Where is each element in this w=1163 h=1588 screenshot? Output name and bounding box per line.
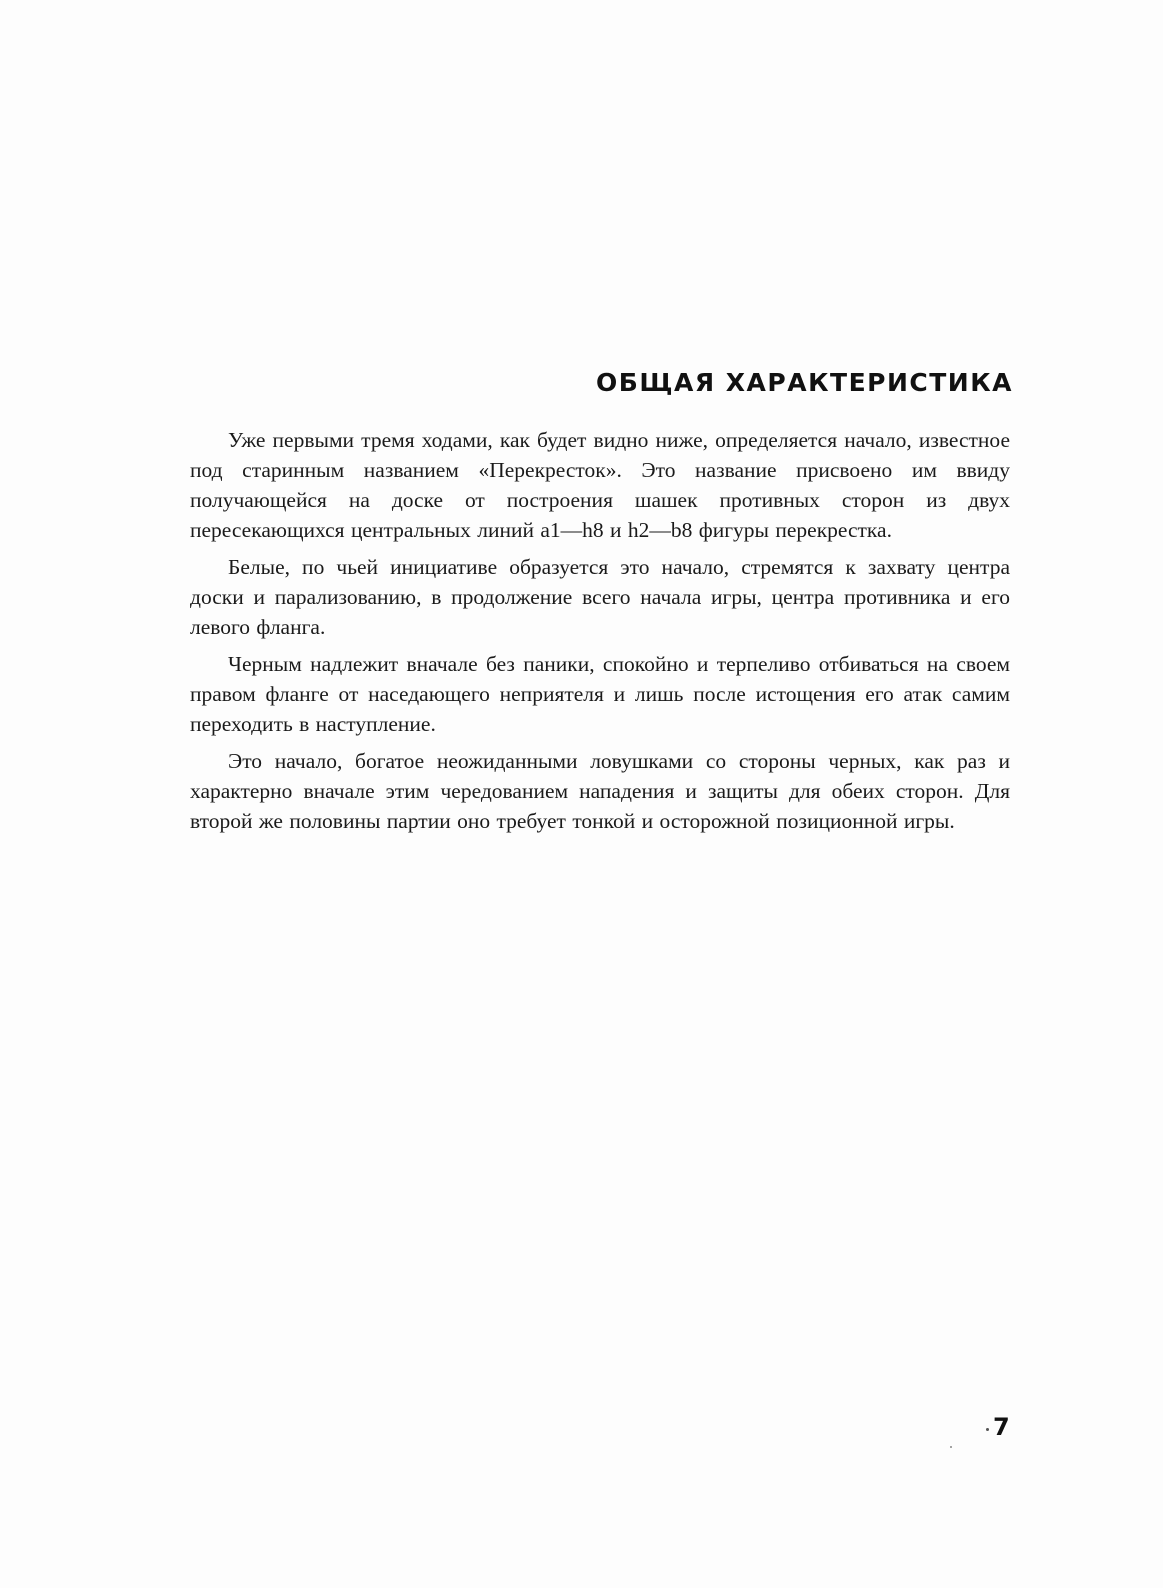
print-speck: [986, 1428, 989, 1431]
section-heading: ОБЩАЯ ХАРАКТЕРИСТИКА: [596, 368, 1013, 397]
paragraph-white: Белые, по чьей инициативе образуется это начало, стремятся к захвату центра доски и парализованию, в продолжение всего начала игры, центра противника и его левого фланга.: [190, 555, 1010, 639]
paragraph-summary: Это начало, богатое неожиданными ловушками со стороны черных, как раз и характерно вначале этим чередованием нападения и защиты для обеих сторон. Для второй же половины партии оно требует тонкой и осторожной позиционной игры.: [190, 749, 1010, 833]
body-text: [190, 425, 1010, 843]
print-speck: [950, 1446, 952, 1448]
paragraph-black: Черным надлежит вначале без паники, спокойно и терпеливо отбиваться на своем правом фланге от наседающего неприятеля и лишь после истощения его атак самим переходить в наступление.: [190, 652, 1010, 736]
page-number: 7: [993, 1413, 1010, 1441]
paragraph-intro: Уже первыми тремя ходами, как будет видно ниже, определяется начало, известное под старинным названием «Перекресток». Это название присвоено им ввиду получающейся на доске от построения шашек противных сторон из двух пересекающихся центральных линий a1—h8 и h2—b8 фигуры перекрестка.: [190, 428, 1010, 542]
